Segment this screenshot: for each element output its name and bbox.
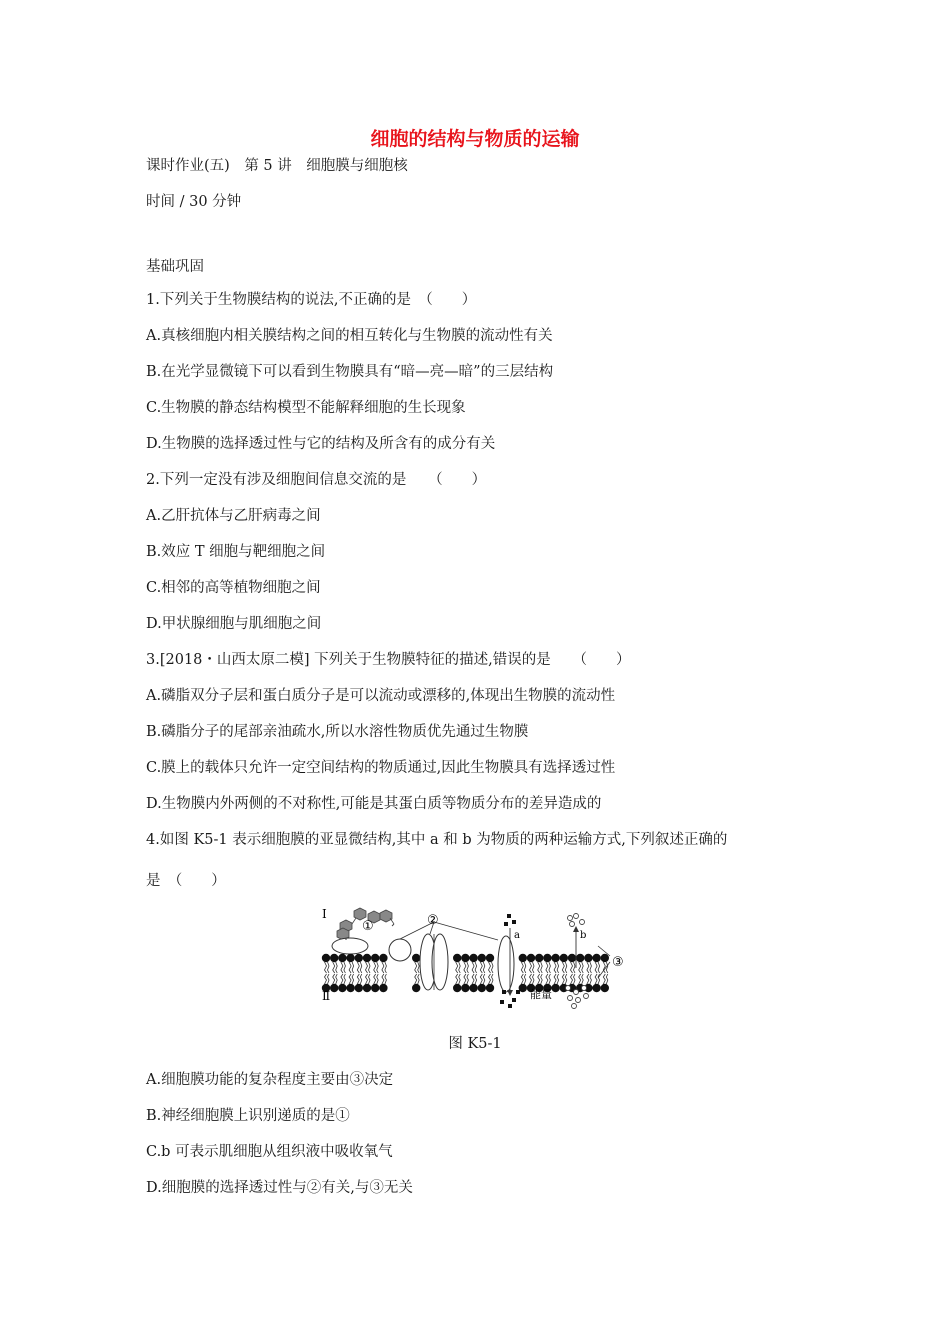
phospholipid-tail xyxy=(530,974,535,984)
phospholipid-tail xyxy=(538,962,543,973)
phospholipid-head xyxy=(486,954,494,962)
question-2-stem: 2.下列一定没有涉及细胞间信息交流的是 （ ） xyxy=(146,472,487,488)
phospholipid-tail xyxy=(546,962,551,973)
phospholipid-tail xyxy=(415,974,420,984)
phospholipid-head xyxy=(338,954,346,962)
question-4-stem-continued: 是 （ ） xyxy=(146,873,226,889)
phospholipid-tail xyxy=(579,962,584,973)
phospholipid-tail xyxy=(349,974,354,984)
phospholipid-tail xyxy=(546,974,551,984)
phospholipid-head xyxy=(453,954,461,962)
question-1-option-d: D.生物膜的选择透过性与它的结构及所含有的成分有关 xyxy=(146,436,496,452)
question-3-option-d: D.生物膜内外两侧的不对称性,可能是其蛋白质等物质分布的差异造成的 xyxy=(146,796,602,812)
question-1-option-a: A.真核细胞内相关膜结构之间的相互转化与生物膜的流动性有关 xyxy=(146,328,553,344)
label-3: ③ xyxy=(612,955,624,970)
phospholipid-head xyxy=(412,984,420,992)
question-4-stem: 4.如图 K5-1 表示细胞膜的亚显微结构,其中 a 和 b 为物质的两种运输方式,下列叙述正确的 xyxy=(146,832,728,848)
phospholipid-tail xyxy=(571,962,576,973)
phospholipid-head xyxy=(535,954,543,962)
phospholipid-head xyxy=(601,954,609,962)
question-2-option-a: A.乙肝抗体与乙肝病毒之间 xyxy=(146,508,321,524)
phospholipid-tail xyxy=(382,974,387,984)
question-4-option-a: A.细胞膜功能的复杂程度主要由③决定 xyxy=(146,1072,394,1088)
phospholipid-head xyxy=(592,984,600,992)
phospholipid-tail xyxy=(472,962,477,973)
phospholipid-head xyxy=(478,954,486,962)
phospholipid-head xyxy=(355,954,363,962)
phospholipid-head xyxy=(478,984,486,992)
phospholipid-tail xyxy=(382,962,387,973)
phospholipid-tail xyxy=(554,962,559,973)
phospholipid-head xyxy=(363,954,371,962)
phospholipid-head xyxy=(486,984,494,992)
question-3-option-b: B.磷脂分子的尾部亲油疏水,所以水溶性物质优先通过生物膜 xyxy=(146,724,529,740)
phospholipid-tail xyxy=(349,962,354,973)
question-4-option-d: D.细胞膜的选择透过性与②有关,与③无关 xyxy=(146,1180,413,1196)
phospholipid-tail xyxy=(357,962,362,973)
question-1-stem: 1.下列关于生物膜结构的说法,不正确的是 （ ） xyxy=(146,292,477,308)
phospholipid-tail xyxy=(357,974,362,984)
phospholipid-head xyxy=(584,954,592,962)
carrier-protein xyxy=(498,928,514,996)
phospholipid-tail xyxy=(554,974,559,984)
cell-membrane-diagram xyxy=(318,906,638,1020)
label-1: ① xyxy=(362,919,374,934)
side-label-top: Ⅰ xyxy=(322,907,327,921)
phospholipid-tail xyxy=(480,962,485,973)
substance-b-particles xyxy=(566,914,589,1009)
question-2-option-d: D.甲状腺细胞与肌细胞之间 xyxy=(146,616,322,632)
phospholipid-head xyxy=(330,954,338,962)
phospholipid-tail xyxy=(333,974,338,984)
phospholipid-head xyxy=(543,954,551,962)
phospholipid-tail xyxy=(579,974,584,984)
phospholipid-head xyxy=(519,954,527,962)
phospholipid-tail xyxy=(562,962,567,973)
phospholipid-head xyxy=(453,984,461,992)
phospholipid-tail xyxy=(521,974,526,984)
phospholipid-tail xyxy=(374,974,379,984)
peripheral-protein xyxy=(389,939,411,961)
phospholipid-head xyxy=(461,954,469,962)
phospholipid-head xyxy=(363,984,371,992)
question-3-stem: 3.[2018・山西太原二模] 下列关于生物膜特征的描述,错误的是 （ ） xyxy=(146,652,631,668)
label-b: b xyxy=(580,930,587,941)
phospholipid-tails xyxy=(325,962,608,984)
question-2-option-b: B.效应 T 细胞与靶细胞之间 xyxy=(146,544,326,560)
phospholipid-tail xyxy=(366,962,371,973)
energy-label: 能量 xyxy=(530,988,552,1001)
question-4-option-b: B.神经细胞膜上识别递质的是① xyxy=(146,1108,350,1124)
phospholipid-tail xyxy=(480,974,485,984)
phospholipid-tail xyxy=(374,962,379,973)
phospholipid-tail xyxy=(562,974,567,984)
phospholipid-tail xyxy=(464,962,469,973)
phospholipid-head xyxy=(346,954,354,962)
figure-caption: 图 K5-1 xyxy=(448,1036,502,1052)
question-4-option-c: C.b 可表示肌细胞从组织液中吸收氧气 xyxy=(146,1144,393,1160)
time-limit: 时间 / 30 分钟 xyxy=(146,194,242,210)
phospholipid-tail xyxy=(489,974,494,984)
lesson-header: 课时作业(五) 第 5 讲 细胞膜与细胞核 xyxy=(146,158,408,174)
phospholipid-tail xyxy=(571,974,576,984)
phospholipid-head xyxy=(551,984,559,992)
phospholipid-tail xyxy=(325,974,330,984)
side-label-bottom: Ⅱ xyxy=(322,989,331,1003)
label-a: a xyxy=(514,930,520,941)
phospholipid-tail xyxy=(587,974,592,984)
phospholipid-head xyxy=(568,954,576,962)
phospholipid-tail xyxy=(333,962,338,973)
phospholipid-head xyxy=(355,984,363,992)
question-1-option-c: C.生物膜的静态结构模型不能解释细胞的生长现象 xyxy=(146,400,466,416)
phospholipid-head xyxy=(412,954,420,962)
phospholipid-tail xyxy=(341,962,346,973)
phospholipid-heads-top xyxy=(322,954,609,962)
phospholipid-head xyxy=(592,954,600,962)
phospholipid-head xyxy=(338,984,346,992)
phospholipid-tail xyxy=(489,962,494,973)
phospholipid-head xyxy=(346,984,354,992)
phospholipid-tail xyxy=(538,974,543,984)
phospholipid-tail xyxy=(595,974,600,984)
phospholipid-head xyxy=(371,984,379,992)
phospholipid-head xyxy=(469,954,477,962)
phospholipid-tail xyxy=(366,974,371,984)
phospholipid-tail xyxy=(341,974,346,984)
phospholipid-head xyxy=(576,954,584,962)
question-2-option-c: C.相邻的高等植物细胞之间 xyxy=(146,580,321,596)
phospholipid-head xyxy=(322,954,330,962)
phospholipid-head xyxy=(551,954,559,962)
phospholipid-tail xyxy=(595,962,600,973)
phospholipid-head xyxy=(330,984,338,992)
phospholipid-head xyxy=(560,954,568,962)
phospholipid-head xyxy=(379,984,387,992)
phospholipid-tail xyxy=(456,962,461,973)
phospholipid-tail xyxy=(587,962,592,973)
phospholipid-head xyxy=(461,984,469,992)
phospholipid-head xyxy=(371,954,379,962)
question-3-option-c: C.膜上的载体只允许一定空间结构的物质通过,因此生物膜具有选择透过性 xyxy=(146,760,616,776)
phospholipid-tail xyxy=(456,974,461,984)
question-1-option-b: B.在光学显微镜下可以看到生物膜具有“暗—亮—暗”的三层结构 xyxy=(146,364,554,380)
label-2: ② xyxy=(427,913,439,928)
phospholipid-head xyxy=(379,954,387,962)
phospholipid-tail xyxy=(472,974,477,984)
phospholipid-tail xyxy=(325,962,330,973)
phospholipid-head xyxy=(527,954,535,962)
phospholipid-tail xyxy=(530,962,535,973)
page-title: 细胞的结构与物质的运输 xyxy=(370,128,580,150)
section-title: 基础巩固 xyxy=(146,259,204,275)
transmembrane-protein xyxy=(420,934,448,990)
phospholipid-tail xyxy=(603,974,608,984)
phospholipid-tail xyxy=(464,974,469,984)
phospholipid-head xyxy=(601,984,609,992)
phospholipid-tail xyxy=(521,962,526,973)
question-3-option-a: A.磷脂双分子层和蛋白质分子是可以流动或漂移的,体现出生物膜的流动性 xyxy=(146,688,616,704)
phospholipid-head xyxy=(469,984,477,992)
phospholipid-tail xyxy=(415,962,420,973)
